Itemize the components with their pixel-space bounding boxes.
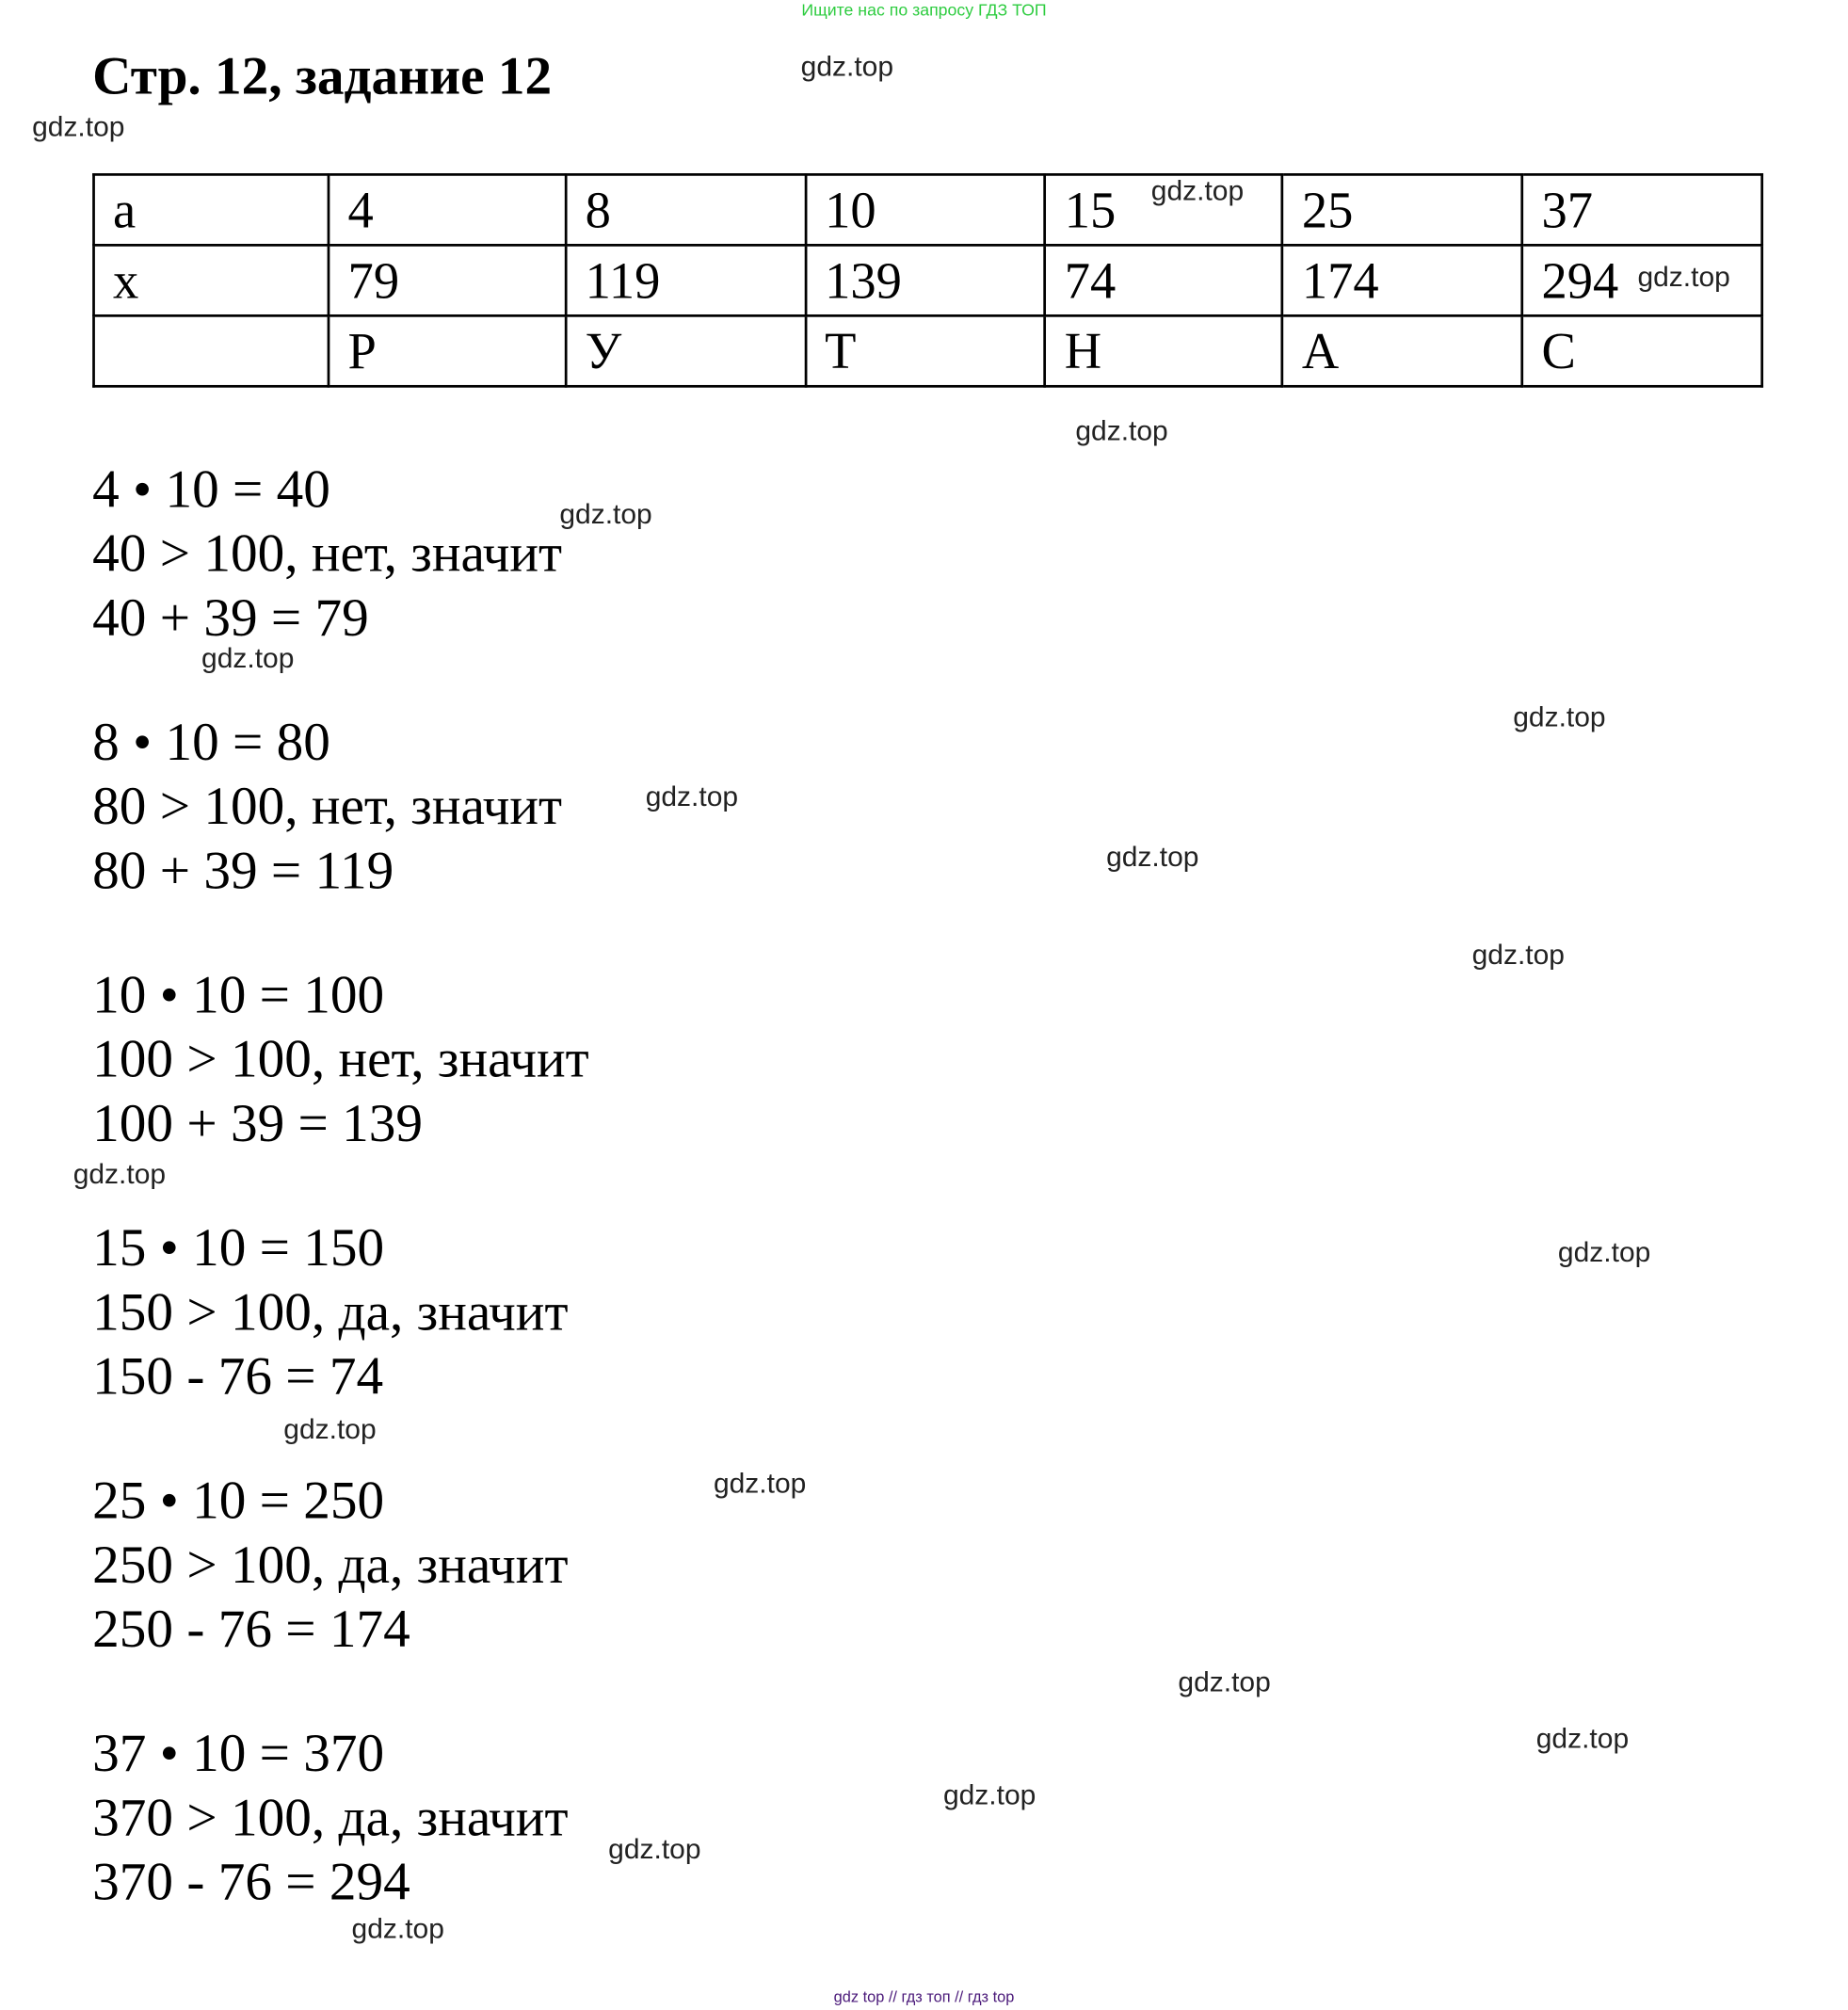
watermark: gdz.top [1471,938,1565,971]
watermark: gdz.top [645,780,739,812]
calc-line: 10 • 10 = 100 [92,966,385,1026]
calc-line: 4 • 10 = 40 [92,460,330,521]
table-cell: x [94,245,329,315]
table-cell: 174 [1282,245,1522,315]
calc-line: 370 > 100, да, значит [92,1789,569,1849]
watermark: gdz.top [800,50,894,83]
watermark: gdz.top [1535,1722,1630,1755]
calc-block [92,458,562,651]
calc-line: 40 + 39 = 79 [92,588,369,649]
calc-block [92,1470,568,1662]
watermark: gdz.top [1637,260,1730,293]
watermark: gdz.top [559,497,652,531]
watermark: gdz.top [1178,1665,1271,1698]
watermark: gdz.top [1106,840,1199,873]
table-cell: 10 [806,174,1046,245]
watermark: gdz.top [351,1912,444,1945]
watermark: gdz.top [72,1157,167,1190]
watermark: gdz.top [1557,1235,1651,1268]
calc-line: 100 + 39 = 139 [92,1094,424,1154]
watermark: gdz.top [201,641,295,674]
search-hint: Ищите нас по запросу ГДЗ ТОП [801,0,1047,20]
watermark: gdz.top [32,110,125,143]
calc-block [92,1722,568,1914]
table-row [94,315,1762,386]
footer-note: gdz top // гдз топ // гдз top [833,1987,1015,2006]
calc-line: 100 > 100, нет, значит [92,1030,589,1090]
table-cell: Р [329,315,566,386]
watermark: gdz.top [283,1412,377,1445]
table-cell [94,315,329,386]
table-cell: a [94,174,329,245]
table-cell: 37 [1522,174,1762,245]
table-cell: 294 [1522,245,1762,315]
calc-block [92,711,562,903]
calc-line: 250 - 76 = 174 [92,1600,410,1660]
table-row [94,174,1762,245]
table-cell: 119 [566,245,805,315]
table-cell: 25 [1282,174,1522,245]
calc-line: 80 > 100, нет, значит [92,778,563,837]
calc-line: 80 + 39 = 119 [92,842,394,901]
page-title: Стр. 12, задание 12 [92,47,553,107]
table-row [94,245,1762,315]
watermark: gdz.top [1075,414,1168,447]
watermark: gdz.top [942,1778,1036,1811]
calc-line: 250 > 100, да, значит [92,1536,569,1596]
table-cell: Н [1045,315,1282,386]
watermark: gdz.top [1150,174,1245,207]
table-cell: 8 [566,174,805,245]
table-cell: Т [806,315,1046,386]
table-cell: С [1522,315,1762,386]
watermark: gdz.top [608,1832,701,1865]
calc-line: 15 • 10 = 150 [92,1219,385,1278]
calc-block [92,1216,568,1408]
table-cell: 15 [1045,174,1282,245]
calc-line: 150 - 76 = 74 [92,1347,384,1407]
calc-line: 25 • 10 = 250 [92,1471,385,1532]
table-cell: 79 [329,245,566,315]
watermark: gdz.top [1513,700,1606,733]
calc-line: 370 - 76 = 294 [92,1853,410,1913]
calc-line: 37 • 10 = 370 [92,1725,385,1784]
table-cell: 139 [806,245,1046,315]
answer-table [92,173,1763,388]
calc-line: 150 > 100, да, значит [92,1283,569,1343]
calc-block [92,964,589,1156]
watermark: gdz.top [713,1467,807,1500]
table-cell: 4 [329,174,566,245]
calc-line: 40 > 100, нет, значит [92,524,563,585]
calc-line: 8 • 10 = 80 [92,713,330,773]
table-cell: А [1282,315,1522,386]
table-cell: У [566,315,805,386]
table-cell: 74 [1045,245,1282,315]
